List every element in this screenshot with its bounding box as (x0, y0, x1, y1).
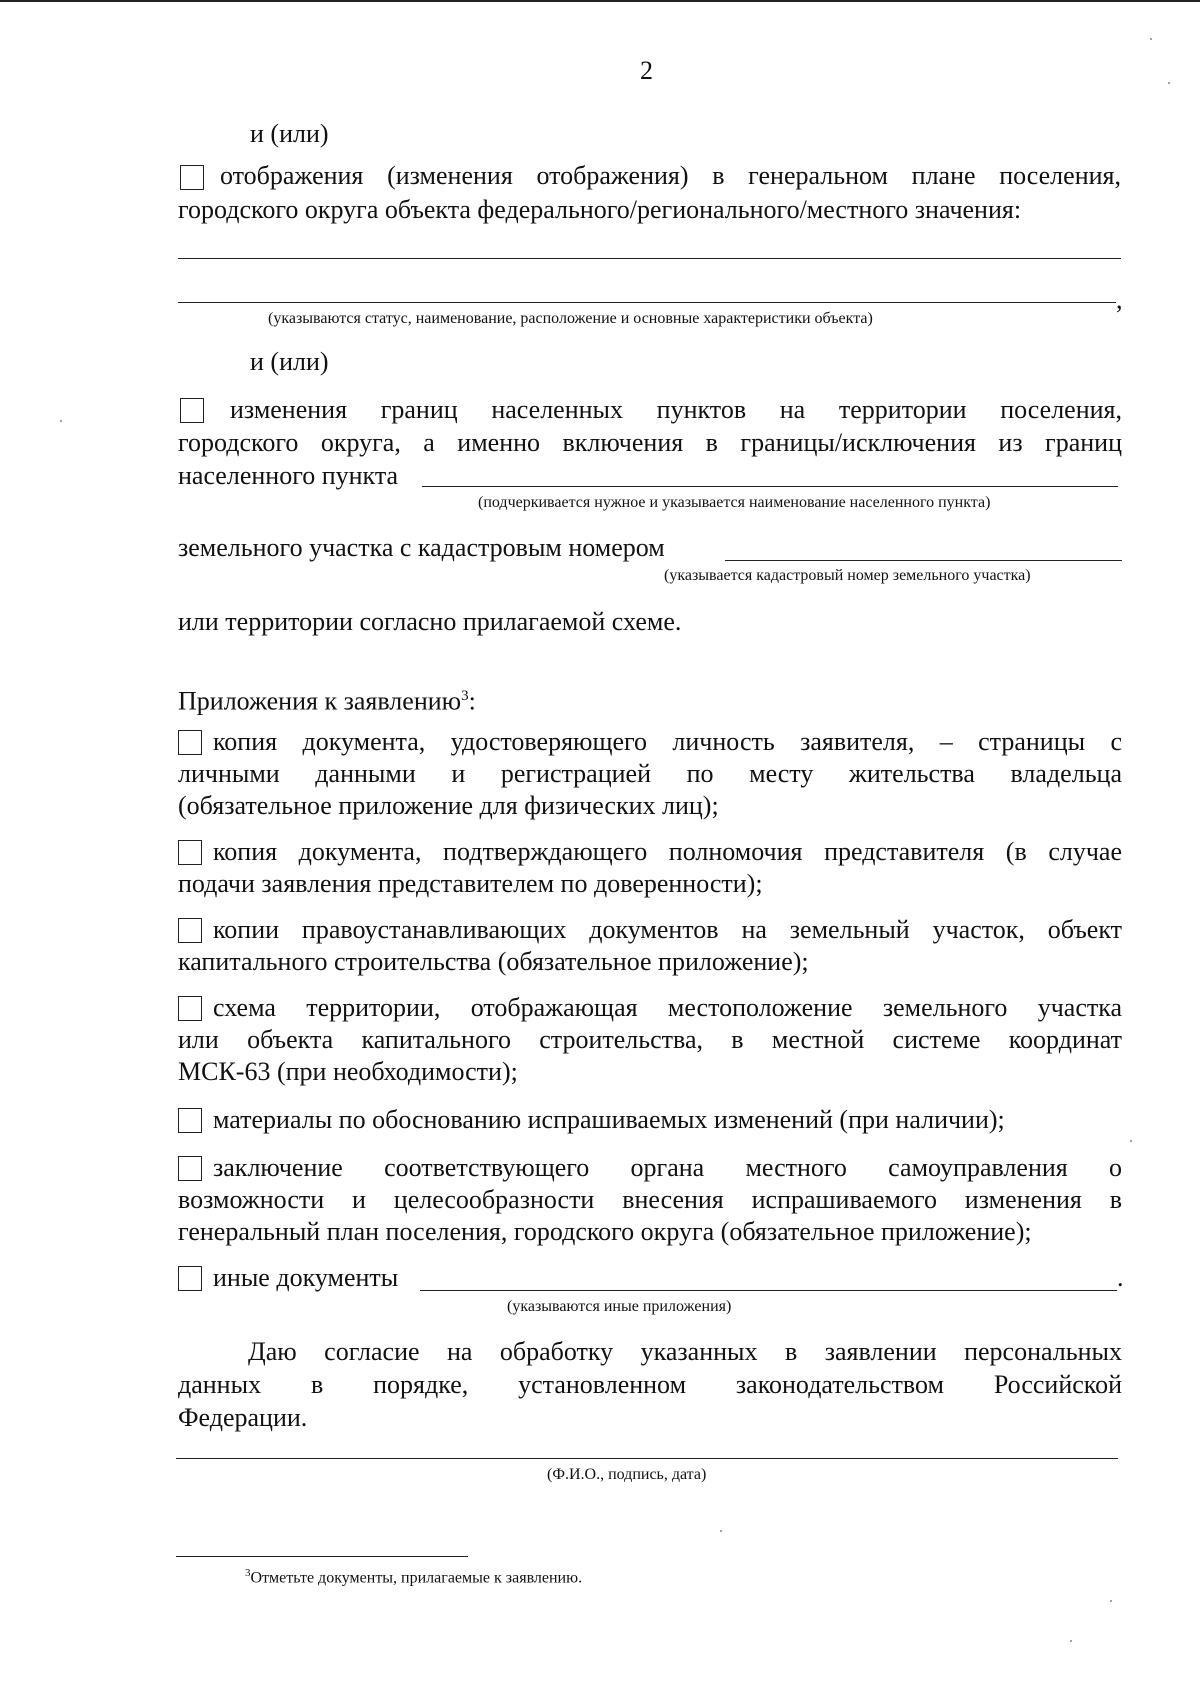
signature-hint: (Ф.И.О., подпись, дата) (547, 1466, 707, 1483)
attachment-representative-line1: копия документа, подтверждающего полномочия представителя (в случае (213, 837, 1122, 866)
other-documents-hint: (указываются иные приложения) (507, 1298, 732, 1315)
attachment-checkbox-other[interactable] (178, 1266, 202, 1291)
scan-speck (1168, 82, 1170, 84)
attachment-title-docs-line2: капитального строительства (обязательное приложение); (178, 947, 809, 976)
consent-line3: Федерации. (178, 1403, 308, 1432)
scan-speck (1150, 38, 1152, 40)
settlement-boundaries-text-line3: населенного пункта (178, 461, 399, 490)
other-documents-field[interactable] (420, 1290, 1117, 1291)
and-or-label: и (или) (250, 119, 329, 148)
settlement-boundaries-text-line2: городского округа, а именно включения в границы/исключения из границ (178, 428, 1122, 457)
general-plan-object-text-line2: городского округа объекта федерального/регионального/местного значения: (178, 195, 1022, 224)
attachment-identity-line3: (обязательное приложение для физических лиц); (178, 791, 719, 820)
footnote (245, 1567, 582, 1587)
attachment-checkbox-territory-scheme[interactable] (178, 996, 202, 1021)
footnote-text: Отметьте документы, прилагаемые к заявлению. (250, 1569, 583, 1587)
cadastral-label: земельного участка с кадастровым номером (178, 533, 665, 562)
settlement-boundaries-checkbox[interactable] (180, 398, 204, 423)
object-field-line2[interactable] (178, 302, 1116, 303)
settlement-name-hint: (подчеркивается нужное и указывается наименование населенного пункта) (478, 494, 991, 511)
scan-speck (720, 1530, 722, 1532)
footnote-number: 3 (245, 1567, 251, 1579)
attachment-title-docs-line1: копии правоустанавливающих документов на земельный участок, объект (213, 915, 1122, 944)
cadastral-number-field[interactable] (725, 560, 1122, 561)
page-number: 2 (640, 56, 653, 85)
top-border (0, 0, 1200, 2)
attachment-checkbox-title-docs[interactable] (178, 918, 202, 943)
attachment-other-label: иные документы (213, 1263, 399, 1292)
scan-speck (60, 420, 62, 422)
cadastral-number-hint: (указывается кадастровый номер земельного участка) (664, 567, 1031, 584)
territory-scheme-text: или территории согласно прилагаемой схеме. (178, 607, 682, 636)
attachment-identity-line1: копия документа, удостоверяющего личность заявителя, – страницы с (213, 727, 1122, 756)
attachment-territory-scheme-line1: схема территории, отображающая местоположение земельного участка (213, 993, 1122, 1022)
consent-line1: Даю согласие на обработку указанных в заявлении персональных (248, 1337, 1122, 1366)
attachments-heading: Приложения к заявлению$^3$: (178, 686, 476, 716)
general-plan-object-checkbox[interactable] (180, 165, 204, 190)
and-or-label: и (или) (250, 347, 329, 376)
scan-speck (1130, 1140, 1132, 1142)
scan-speck (1110, 1600, 1112, 1602)
other-documents-period: . (1117, 1263, 1124, 1292)
attachment-checkbox-representative[interactable] (178, 840, 202, 865)
attachment-conclusion-line2: возможности и целесообразности внесения испрашиваемого изменения в (178, 1185, 1122, 1214)
attachment-checkbox-identity[interactable] (178, 730, 202, 755)
attachment-justification-line1: материалы по обоснованию испрашиваемых изменений (при наличии); (213, 1105, 1005, 1134)
attachment-territory-scheme-line2: или объекта капитального строительства, в местной системе координат (178, 1025, 1122, 1054)
object-field-comma: , (1116, 285, 1123, 314)
attachment-identity-line2: личными данными и регистрацией по месту жительства владельца (178, 759, 1122, 788)
attachment-conclusion-line1: заключение соответствующего органа местного самоуправления о (213, 1153, 1122, 1182)
attachment-territory-scheme-line3: МСК-63 (при необходимости); (178, 1057, 518, 1086)
footnote-separator (176, 1556, 468, 1557)
attachment-representative-line2: подачи заявления представителем по доверенности); (178, 869, 763, 898)
settlement-name-field[interactable] (422, 486, 1118, 487)
object-field-hint: (указываются статус, наименование, расположение и основные характеристики объекта) (268, 310, 873, 327)
attachment-checkbox-conclusion[interactable] (178, 1156, 202, 1181)
scan-speck (1070, 1640, 1072, 1642)
signature-field[interactable] (176, 1458, 1118, 1459)
general-plan-object-text-line1: отображения (изменения отображения) в генеральном плане поселения, (220, 161, 1121, 190)
footnote-mark: 3 (461, 688, 469, 704)
settlement-boundaries-text-line1: изменения границ населенных пунктов на территории поселения, (230, 395, 1122, 424)
object-field-line1[interactable] (178, 258, 1121, 259)
consent-line2: данных в порядке, установленном законодательством Российской (178, 1370, 1122, 1399)
attachment-checkbox-justification[interactable] (178, 1108, 202, 1133)
attachment-conclusion-line3: генеральный план поселения, городского округа (обязательное приложение); (178, 1217, 1032, 1246)
